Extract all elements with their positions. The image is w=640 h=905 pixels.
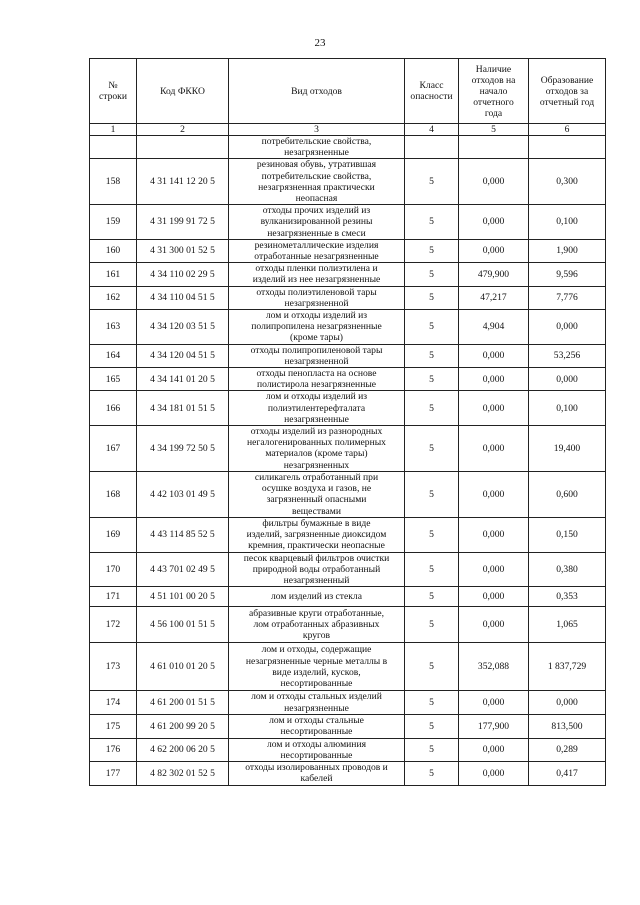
header-start-amount: Наличие отходов на начало отчетного года xyxy=(459,59,529,124)
formed-amount: 1 837,729 xyxy=(529,643,606,691)
hazard-class: 5 xyxy=(405,552,459,587)
table-row xyxy=(90,391,606,426)
fkko-code: 4 42 103 01 49 5 xyxy=(137,471,229,517)
column-number: 3 xyxy=(229,124,405,136)
table-row xyxy=(90,691,606,714)
hazard-class: 5 xyxy=(405,643,459,691)
waste-table xyxy=(89,58,606,786)
table-row xyxy=(90,205,606,240)
table-row xyxy=(90,587,606,607)
hazard-class: 5 xyxy=(405,714,459,738)
table-row xyxy=(90,286,606,309)
row-number: 160 xyxy=(90,239,137,262)
fkko-code: 4 34 110 04 51 5 xyxy=(137,286,229,309)
waste-name: лом и отходы изделий из полипропилена незагрязненные (кроме тары) xyxy=(229,310,405,345)
formed-amount: 0,300 xyxy=(529,159,606,205)
table-row xyxy=(90,517,606,552)
row-number: 158 xyxy=(90,159,137,205)
fkko-code: 4 34 141 01 20 5 xyxy=(137,368,229,391)
start-amount: 352,088 xyxy=(459,643,529,691)
table-row xyxy=(90,426,606,472)
waste-name: лом и отходы алюминия несортированные xyxy=(229,738,405,761)
formed-amount: 0,150 xyxy=(529,517,606,552)
table-row xyxy=(90,368,606,391)
formed-amount: 0,353 xyxy=(529,587,606,607)
row-number: 163 xyxy=(90,310,137,345)
start-amount: 0,000 xyxy=(459,426,529,472)
fkko-code: 4 62 200 06 20 5 xyxy=(137,738,229,761)
hazard-class: 5 xyxy=(405,368,459,391)
row-number: 162 xyxy=(90,286,137,309)
row-number: 159 xyxy=(90,205,137,240)
hazard-class: 5 xyxy=(405,517,459,552)
waste-name: абразивные круги отработанные, лом отработанных абразивных кругов xyxy=(229,607,405,643)
fkko-code: 4 31 141 12 20 5 xyxy=(137,159,229,205)
column-number: 1 xyxy=(90,124,137,136)
formed-amount: 813,500 xyxy=(529,714,606,738)
hazard-class: 5 xyxy=(405,263,459,286)
start-amount: 0,000 xyxy=(459,552,529,587)
fkko-code: 4 82 302 01 52 5 xyxy=(137,762,229,785)
header-waste-type: Вид отходов xyxy=(229,59,405,124)
table-row xyxy=(90,159,606,205)
formed-amount: 9,596 xyxy=(529,263,606,286)
start-amount: 479,900 xyxy=(459,263,529,286)
hazard-class: 5 xyxy=(405,587,459,607)
formed-amount: 19,400 xyxy=(529,426,606,472)
table-row xyxy=(90,239,606,262)
formed-amount: 0,100 xyxy=(529,391,606,426)
hazard-class: 5 xyxy=(405,762,459,785)
column-number-row xyxy=(90,124,606,136)
start-amount: 0,000 xyxy=(459,587,529,607)
waste-name: лом и отходы стальных изделий незагрязненные xyxy=(229,691,405,714)
hazard-class: 5 xyxy=(405,738,459,761)
start-amount: 0,000 xyxy=(459,239,529,262)
fkko-code: 4 34 181 01 51 5 xyxy=(137,391,229,426)
waste-name: силикагель отработанный при осушке воздуха и газов, не загрязненный опасными веществами xyxy=(229,471,405,517)
column-number: 5 xyxy=(459,124,529,136)
fkko-code: 4 56 100 01 51 5 xyxy=(137,607,229,643)
start-amount: 177,900 xyxy=(459,714,529,738)
table-row xyxy=(90,552,606,587)
fkko-code: 4 34 199 72 50 5 xyxy=(137,426,229,472)
waste-name: резинометаллические изделия отработанные незагрязненные xyxy=(229,239,405,262)
start-amount xyxy=(459,136,529,159)
start-amount: 0,000 xyxy=(459,471,529,517)
row-number: 177 xyxy=(90,762,137,785)
row-number: 173 xyxy=(90,643,137,691)
start-amount: 0,000 xyxy=(459,391,529,426)
start-amount: 0,000 xyxy=(459,368,529,391)
fkko-code: 4 61 010 01 20 5 xyxy=(137,643,229,691)
table-row xyxy=(90,471,606,517)
formed-amount: 7,776 xyxy=(529,286,606,309)
header-fkko-code: Код ФККО xyxy=(137,59,229,124)
table-body xyxy=(90,136,606,786)
hazard-class: 5 xyxy=(405,286,459,309)
hazard-class: 5 xyxy=(405,344,459,367)
table-row xyxy=(90,607,606,643)
hazard-class xyxy=(405,136,459,159)
formed-amount: 0,289 xyxy=(529,738,606,761)
start-amount: 0,000 xyxy=(459,517,529,552)
waste-name: потребительские свойства, незагрязненные xyxy=(229,136,405,159)
waste-name: лом и отходы, содержащие незагрязненные черные металлы в виде изделий, кусков, несортированные xyxy=(229,643,405,691)
hazard-class: 5 xyxy=(405,691,459,714)
fkko-code: 4 43 701 02 49 5 xyxy=(137,552,229,587)
header-row xyxy=(90,59,606,124)
fkko-code: 4 34 120 04 51 5 xyxy=(137,344,229,367)
start-amount: 0,000 xyxy=(459,762,529,785)
fkko-code: 4 31 199 91 72 5 xyxy=(137,205,229,240)
row-number: 170 xyxy=(90,552,137,587)
table-row xyxy=(90,714,606,738)
start-amount: 47,217 xyxy=(459,286,529,309)
waste-name: отходы изделий из разнородных негалогенированных полимерных материалов (кроме тары) незагрязненных xyxy=(229,426,405,472)
row-number xyxy=(90,136,137,159)
waste-name: фильтры бумажные в виде изделий, загрязненные диоксидом кремния, практически неопасные xyxy=(229,517,405,552)
table-row xyxy=(90,263,606,286)
row-number: 176 xyxy=(90,738,137,761)
row-number: 174 xyxy=(90,691,137,714)
column-number: 4 xyxy=(405,124,459,136)
table-row xyxy=(90,136,606,159)
fkko-code: 4 31 300 01 52 5 xyxy=(137,239,229,262)
fkko-code: 4 43 114 85 52 5 xyxy=(137,517,229,552)
row-number: 169 xyxy=(90,517,137,552)
formed-amount: 0,417 xyxy=(529,762,606,785)
start-amount: 0,000 xyxy=(459,344,529,367)
table-row xyxy=(90,643,606,691)
start-amount: 0,000 xyxy=(459,738,529,761)
hazard-class: 5 xyxy=(405,391,459,426)
hazard-class: 5 xyxy=(405,607,459,643)
hazard-class: 5 xyxy=(405,310,459,345)
table-row xyxy=(90,310,606,345)
fkko-code: 4 61 200 01 51 5 xyxy=(137,691,229,714)
row-number: 167 xyxy=(90,426,137,472)
row-number: 165 xyxy=(90,368,137,391)
formed-amount: 0,000 xyxy=(529,310,606,345)
formed-amount: 53,256 xyxy=(529,344,606,367)
formed-amount: 0,600 xyxy=(529,471,606,517)
waste-name: резиновая обувь, утратившая потребительские свойства, незагрязненная практически неопасная xyxy=(229,159,405,205)
row-number: 172 xyxy=(90,607,137,643)
formed-amount: 0,000 xyxy=(529,368,606,391)
waste-name: лом и отходы изделий из полиэтилентерефталата незагрязненные xyxy=(229,391,405,426)
table-row xyxy=(90,738,606,761)
formed-amount: 0,380 xyxy=(529,552,606,587)
hazard-class: 5 xyxy=(405,471,459,517)
waste-name: отходы полиэтиленовой тары незагрязненной xyxy=(229,286,405,309)
waste-name: лом изделий из стекла xyxy=(229,587,405,607)
fkko-code: 4 34 120 03 51 5 xyxy=(137,310,229,345)
start-amount: 4,904 xyxy=(459,310,529,345)
fkko-code: 4 51 101 00 20 5 xyxy=(137,587,229,607)
start-amount: 0,000 xyxy=(459,607,529,643)
waste-name: отходы пленки полиэтилена и изделий из нее незагрязненные xyxy=(229,263,405,286)
table-header xyxy=(90,59,606,136)
formed-amount: 0,100 xyxy=(529,205,606,240)
waste-name: отходы полипропиленовой тары незагрязненной xyxy=(229,344,405,367)
formed-amount: 0,000 xyxy=(529,691,606,714)
table-row xyxy=(90,762,606,785)
header-hazard-class: Класс опасности xyxy=(405,59,459,124)
hazard-class: 5 xyxy=(405,159,459,205)
header-row-number: № строки xyxy=(90,59,137,124)
start-amount: 0,000 xyxy=(459,205,529,240)
column-number: 6 xyxy=(529,124,606,136)
waste-name: лом и отходы стальные несортированные xyxy=(229,714,405,738)
row-number: 164 xyxy=(90,344,137,367)
row-number: 161 xyxy=(90,263,137,286)
hazard-class: 5 xyxy=(405,239,459,262)
fkko-code: 4 34 110 02 29 5 xyxy=(137,263,229,286)
fkko-code: 4 61 200 99 20 5 xyxy=(137,714,229,738)
row-number: 166 xyxy=(90,391,137,426)
waste-name: отходы прочих изделий из вулканизированной резины незагрязненные в смеси xyxy=(229,205,405,240)
waste-name: отходы изолированных проводов и кабелей xyxy=(229,762,405,785)
start-amount: 0,000 xyxy=(459,159,529,205)
waste-name: песок кварцевый фильтров очистки природной воды отработанный незагрязненный xyxy=(229,552,405,587)
header-formed-amount: Образование отходов за отчетный год xyxy=(529,59,606,124)
fkko-code xyxy=(137,136,229,159)
hazard-class: 5 xyxy=(405,426,459,472)
formed-amount: 1,065 xyxy=(529,607,606,643)
hazard-class: 5 xyxy=(405,205,459,240)
column-number: 2 xyxy=(137,124,229,136)
row-number: 175 xyxy=(90,714,137,738)
start-amount: 0,000 xyxy=(459,691,529,714)
row-number: 171 xyxy=(90,587,137,607)
row-number: 168 xyxy=(90,471,137,517)
formed-amount xyxy=(529,136,606,159)
formed-amount: 1,900 xyxy=(529,239,606,262)
page-number: 23 xyxy=(314,37,326,49)
waste-name: отходы пенопласта на основе полистирола незагрязненные xyxy=(229,368,405,391)
table-row xyxy=(90,344,606,367)
